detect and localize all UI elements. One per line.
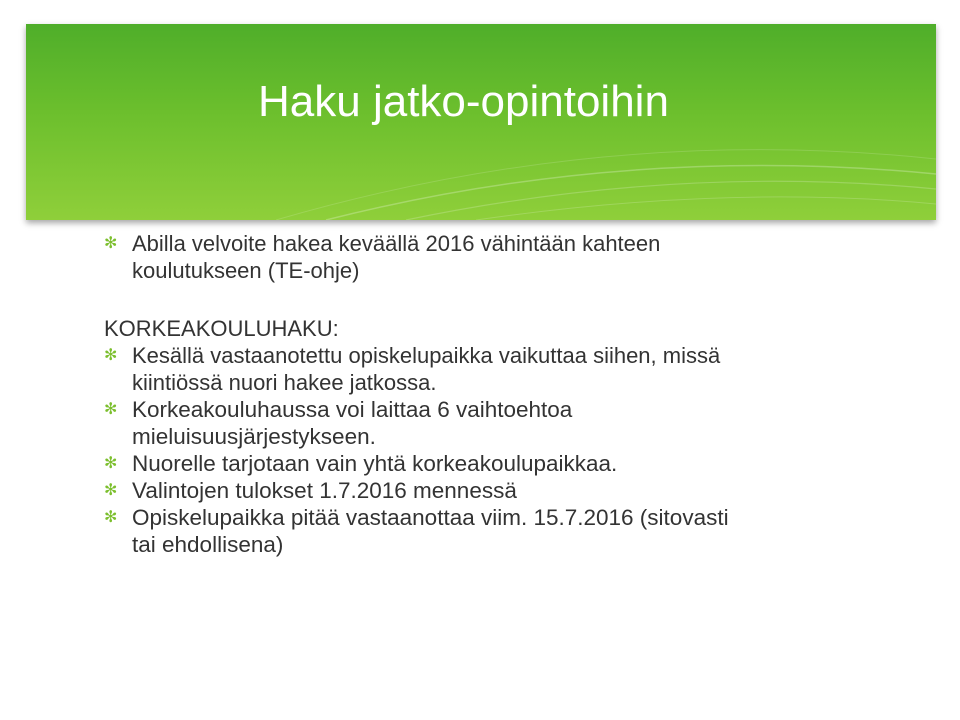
bullet-line: Abilla velvoite hakea keväällä 2016 vähintään kahteen — [132, 231, 661, 256]
bullet-item — [104, 342, 884, 396]
bullet-line: tai ehdollisena) — [132, 532, 284, 557]
bullet-line: koulutukseen (TE-ohje) — [132, 258, 360, 283]
asterisk-bullet-icon: ✻ — [104, 401, 118, 418]
bullet-line: mieluisuusjärjestykseen. — [132, 424, 376, 449]
asterisk-bullet-icon: ✻ — [104, 509, 118, 526]
bullet-line: Opiskelupaikka pitää vastaanottaa viim. 15.7.2016 (sitovasti — [132, 505, 729, 530]
bullet-line: Korkeakouluhaussa voi laittaa 6 vaihtoehtoa — [132, 397, 573, 422]
slide-title: Haku jatko-opintoihin — [258, 77, 669, 126]
bullet-line: Kesällä vastaanotettu opiskelupaikka vaikuttaa siihen, missä — [132, 343, 721, 368]
asterisk-bullet-icon: ✻ — [104, 235, 118, 252]
bullet-line: kiintiössä nuori hakee jatkossa. — [132, 370, 437, 395]
bullet-item — [104, 504, 884, 558]
bullet-item — [104, 396, 884, 450]
asterisk-bullet-icon: ✻ — [104, 347, 118, 364]
slide-content — [104, 230, 884, 558]
bullet-item — [104, 450, 884, 477]
bullet-line: Valintojen tulokset 1.7.2016 mennessä — [132, 478, 517, 503]
asterisk-bullet-icon: ✻ — [104, 482, 118, 499]
asterisk-bullet-icon: ✻ — [104, 455, 118, 472]
bullet-item — [104, 477, 884, 504]
bullet-line: Nuorelle tarjotaan vain yhtä korkeakoulupaikkaa. — [132, 451, 618, 476]
bullet-item — [104, 230, 884, 284]
section-heading: KORKEAKOULUHAKU: — [104, 316, 339, 341]
